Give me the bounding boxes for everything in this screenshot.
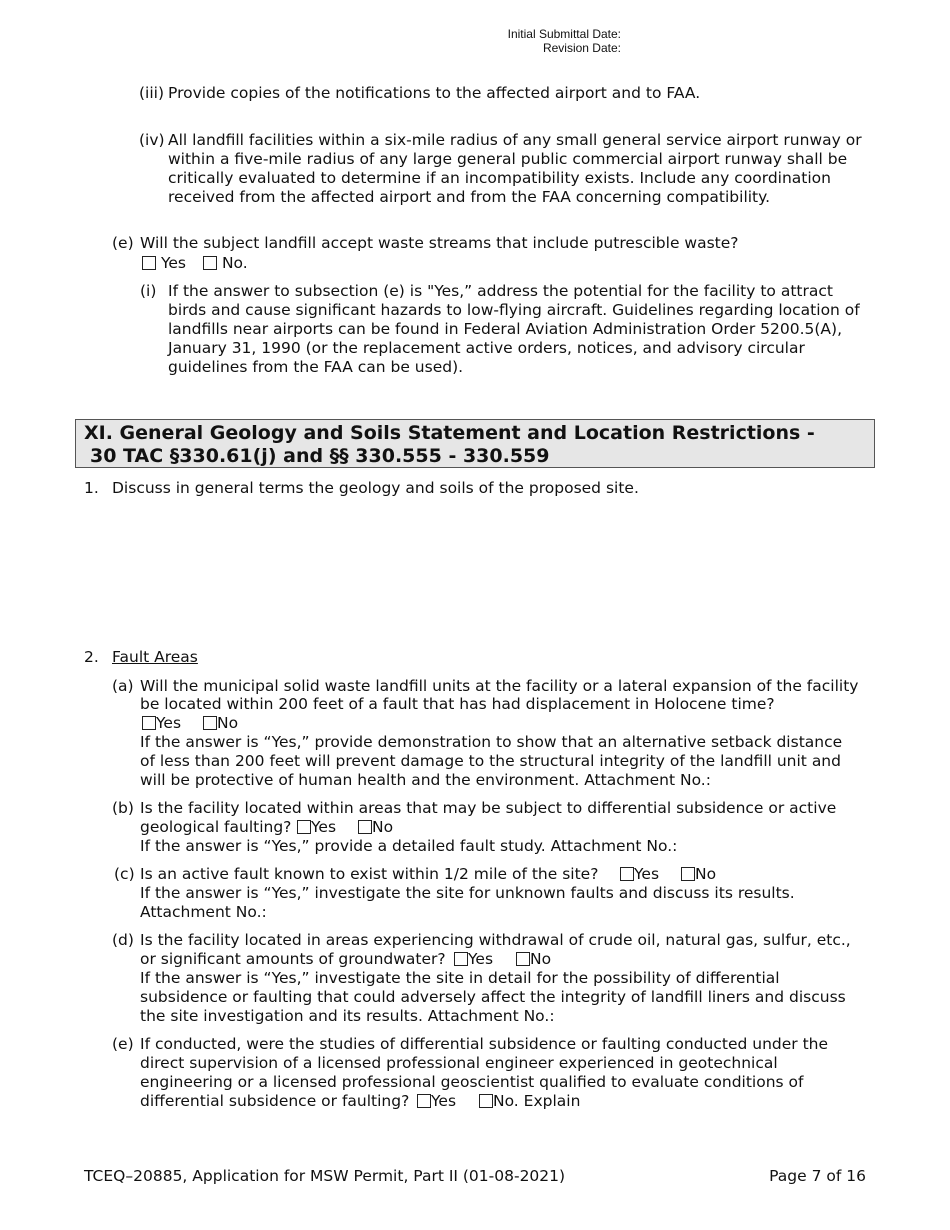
fault-d-yes-label: Yes: [468, 950, 494, 968]
item-i-line: If the answer to subsection (e) is "Yes,” address the potential for the facility to attract: [168, 282, 833, 300]
putrescible-yes-checkbox[interactable]: [142, 256, 156, 270]
fault-c-line: Is an active fault known to exist within 1/2 mile of the site?: [140, 865, 599, 883]
putrescible-no-label: No.: [221, 254, 248, 272]
fault-b-no-option[interactable]: [358, 818, 393, 837]
item-e-question: Will the subject landfill accept waste streams that include putrescible waste?: [140, 234, 739, 252]
fault-d-yes-option[interactable]: [454, 950, 493, 969]
fault-d-line: Is the facility located in areas experiencing withdrawal of crude oil, natural gas, sulfur, etc.,: [140, 931, 851, 949]
item-iv-line: critically evaluated to determine if an incompatibility exists. Include any coordination: [168, 169, 831, 187]
item-iv-line: All landfill facilities within a six-mile radius of any small general service airport runway or: [168, 131, 862, 149]
fault-a-no-label: No: [217, 714, 239, 732]
fault-b-line: geological faulting?: [140, 818, 292, 836]
fault-c-followup: Attachment No.:: [140, 903, 267, 921]
fault-a-yes-checkbox[interactable]: [142, 716, 156, 730]
item-i-line: January 31, 1990 (or the replacement active orders, notices, and advisory circular: [168, 339, 805, 357]
fault-a-followup: of less than 200 feet will prevent damage to the structural integrity of the landfill unit and: [140, 752, 841, 770]
section-heading-box: [75, 419, 875, 468]
fault-a-followup: will be protective of human health and the environment. Attachment No.:: [140, 771, 711, 789]
fault-a-line: be located within 200 feet of a fault that has had displacement in Holocene time?: [140, 695, 775, 713]
fault-e-yes-checkbox[interactable]: [417, 1094, 431, 1108]
fault-e-line: differential subsidence or faulting?: [140, 1092, 410, 1110]
putrescible-yes-label: Yes: [160, 254, 186, 272]
fault-areas-title: Fault Areas: [112, 648, 198, 666]
fault-b-followup: If the answer is “Yes,” provide a detailed fault study. Attachment No.:: [140, 837, 678, 855]
fault-c-no-option[interactable]: [681, 865, 716, 884]
fault-a-no-option[interactable]: [203, 714, 238, 733]
putrescible-no-option[interactable]: [203, 254, 248, 273]
fault-d-followup: subsidence or faulting that could adversely affect the integrity of landfill liners and discuss: [140, 988, 846, 1006]
item-iv-line: received from the affected airport and from the FAA concerning compatibility.: [168, 188, 771, 206]
header-initial-submittal: Initial Submittal Date:: [507, 27, 621, 41]
item-e-label: (e): [112, 234, 134, 252]
fault-e-yes-label: Yes: [431, 1092, 457, 1110]
fault-c-followup: If the answer is “Yes,” investigate the site for unknown faults and discuss its results.: [140, 884, 795, 902]
fault-a-no-checkbox[interactable]: [203, 716, 217, 730]
fault-d-no-checkbox[interactable]: [516, 952, 530, 966]
footer-form-id: TCEQ–20885, Application for MSW Permit, Part II (01-08-2021): [84, 1167, 566, 1185]
fault-e-line: direct supervision of a licensed professional engineer experienced in geotechnical: [140, 1054, 778, 1072]
putrescible-yes-option[interactable]: [142, 254, 186, 273]
fault-e-no-checkbox[interactable]: [479, 1094, 493, 1108]
item-iii-text: Provide copies of the notifications to the affected airport and to FAA.: [168, 84, 701, 102]
fault-e-line: If conducted, were the studies of differential subsidence or faulting conducted under the: [140, 1035, 829, 1053]
item-iii-label: (iii): [139, 84, 165, 102]
fault-c-no-label: No: [695, 865, 717, 883]
fault-e-line: engineering or a licensed professional geoscientist qualified to evaluate conditions of: [140, 1073, 804, 1091]
fault-b-no-checkbox[interactable]: [358, 820, 372, 834]
item-i-line: birds and cause significant hazards to low-flying aircraft. Guidelines regarding location of: [168, 301, 860, 319]
section-title-line1: XI. General Geology and Soils Statement and Location Restrictions -: [84, 422, 815, 444]
fault-a-label: (a): [112, 677, 134, 695]
fault-a-line: Will the municipal solid waste landfill units at the facility or a lateral expansion of the facility: [140, 677, 859, 695]
fault-a-yes-option[interactable]: [142, 714, 181, 733]
fault-e-label: (e): [112, 1035, 134, 1053]
fault-a-yes-label: Yes: [156, 714, 182, 732]
fault-c-yes-label: Yes: [634, 865, 660, 883]
fault-b-line: Is the facility located within areas that may be subject to differential subsidence or active: [140, 799, 837, 817]
fault-d-no-label: No: [530, 950, 552, 968]
fault-d-label: (d): [112, 931, 134, 949]
fault-b-yes-option[interactable]: [297, 818, 336, 837]
item-i-line: guidelines from the FAA can be used).: [168, 358, 464, 376]
fault-a-followup: If the answer is “Yes,” provide demonstration to show that an alternative setback distance: [140, 733, 843, 751]
fault-e-no-label: No. Explain: [493, 1092, 581, 1110]
fault-b-label: (b): [112, 799, 134, 817]
item-i-line: landfills near airports can be found in Federal Aviation Administration Order 5200.5(A),: [168, 320, 842, 338]
fault-e-no-option[interactable]: [479, 1092, 580, 1111]
header-revision-date: Revision Date:: [542, 41, 621, 55]
item-i-label: (i): [140, 282, 157, 300]
item-2-number: 2.: [84, 648, 99, 666]
fault-c-yes-option[interactable]: [620, 865, 659, 884]
fault-e-yes-option[interactable]: [417, 1092, 456, 1111]
fault-b-yes-checkbox[interactable]: [297, 820, 311, 834]
fault-d-no-option[interactable]: [516, 950, 551, 969]
fault-c-no-checkbox[interactable]: [681, 867, 695, 881]
item-1-number: 1.: [84, 479, 99, 497]
footer-page-number: Page 7 of 16: [769, 1167, 866, 1185]
fault-b-yes-label: Yes: [311, 818, 337, 836]
fault-d-followup: If the answer is “Yes,” investigate the site in detail for the possibility of differential: [140, 969, 780, 987]
item-iv-line: within a five-mile radius of any large general public commercial airport runway shall be: [168, 150, 848, 168]
item-iv-label: (iv): [139, 131, 165, 149]
putrescible-no-checkbox[interactable]: [203, 256, 217, 270]
section-title-line2: 30 TAC §330.61(j) and §§ 330.555 - 330.559: [90, 445, 550, 467]
fault-d-yes-checkbox[interactable]: [454, 952, 468, 966]
item-1-text: Discuss in general terms the geology and soils of the proposed site.: [112, 479, 639, 497]
fault-b-no-label: No: [372, 818, 394, 836]
fault-d-followup: the site investigation and its results. Attachment No.:: [140, 1007, 555, 1025]
fault-c-yes-checkbox[interactable]: [620, 867, 634, 881]
fault-d-line: or significant amounts of groundwater?: [140, 950, 446, 968]
fault-c-label: (c): [114, 865, 135, 883]
